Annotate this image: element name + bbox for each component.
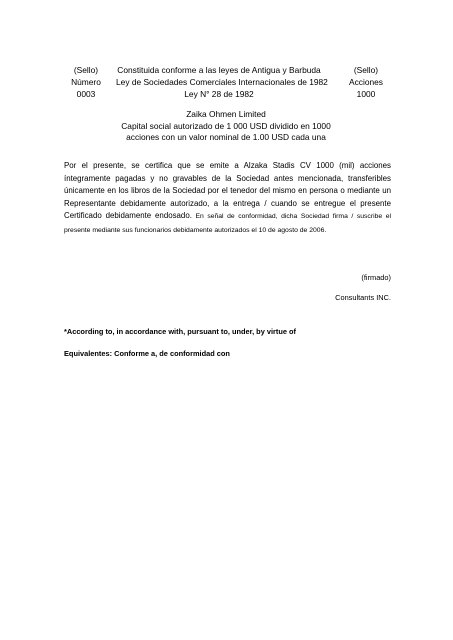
certificate-body-closing: En señal de conformidad, dicha Sociedad firma / suscribe el presente mediante sus funcionarios debidamente autorizados el 10 de agosto de 2006. — [64, 213, 391, 234]
header-left-seal — [58, 64, 114, 100]
equivalents-note: Equivalentes: Conforme a, de conformidad con — [64, 349, 230, 358]
company-block — [70, 109, 382, 144]
according-to-note: *According to, in accordance with, pursuant to, under, by virtue of — [64, 327, 297, 336]
certificate-body — [64, 160, 391, 238]
certificate-body-main: Por el presente, se certifica que se emite a Alzaka Stadis CV 1000 (mil) acciones íntegramente pagadas y no gravables de la Sociedad antes mencionada, transferibles únicamente en los libros de la Sociedad por el tenedor del mismo en persona o mediante un Representante debidamente autorizado, a la entrega / cuando se entregue el presente Certificado debidamente endosado. — [64, 161, 391, 221]
left-seal-label: (Sello) — [73, 65, 99, 75]
legal-basis-line-2: Ley de Sociedades Comerciales Internacionales de 1982 — [116, 77, 328, 87]
capital-line-2: acciones con un valor nominal de 1.00 USD cada una — [126, 132, 326, 142]
right-seal-label: (Sello) — [353, 65, 379, 75]
header-legal-basis — [116, 64, 328, 100]
legal-basis-line-3: Ley N° 28 de 1982 — [184, 89, 254, 99]
signed-mark: (firmado) — [361, 273, 391, 282]
capital-line-1: Capital social autorizado de 1 000 USD dividido en 1000 — [121, 120, 331, 131]
legal-basis-line-1: Constituida conforme a las leyes de Antigua y Barbuda — [117, 65, 321, 75]
left-number-label: Número — [71, 77, 101, 87]
signer-name: Consultants INC. — [335, 293, 391, 302]
certificate-header — [58, 64, 394, 100]
right-shares-label: Acciones — [349, 77, 383, 87]
left-number-value: 0003 — [76, 89, 96, 99]
company-name: Zaika Ohmen Limited — [186, 109, 266, 119]
right-shares-value: 1000 — [356, 89, 376, 99]
header-right-seal — [338, 64, 394, 100]
